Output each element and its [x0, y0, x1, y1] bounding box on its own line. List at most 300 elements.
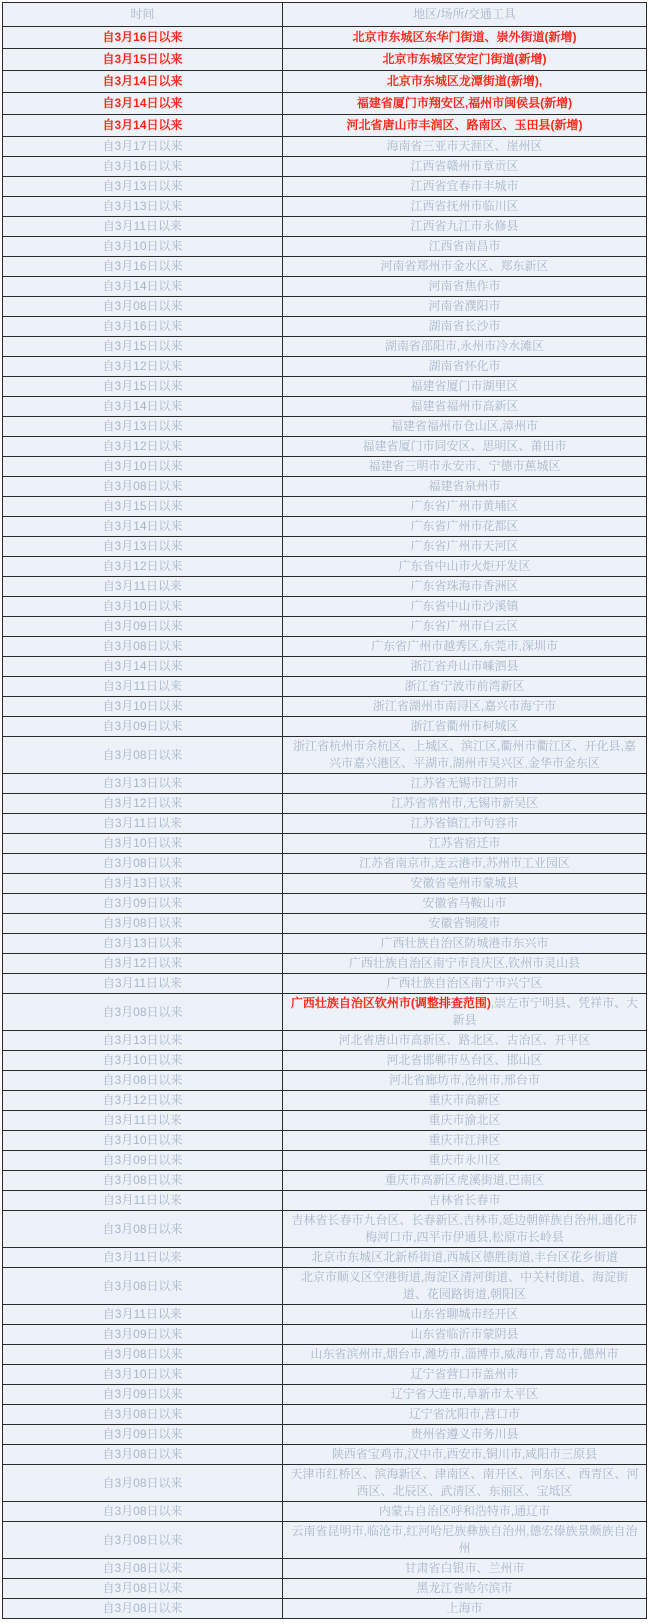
time-cell: 自3月13日以来	[3, 774, 283, 794]
place-text: 上海市	[446, 1601, 483, 1615]
time-cell: 自3月13日以来	[3, 537, 283, 557]
table-row	[3, 377, 647, 397]
table-row	[3, 1171, 647, 1191]
place-cell	[283, 1151, 647, 1171]
table-row	[3, 814, 647, 834]
place-cell	[283, 317, 647, 337]
time-cell: 自3月08日以来	[3, 994, 283, 1031]
table-row	[3, 517, 647, 537]
time-cell: 自3月13日以来	[3, 417, 283, 437]
table-row	[3, 1131, 647, 1151]
place-cell	[283, 934, 647, 954]
place-text: 陕西省宝鸡市,汉中市,西安市,铜川市,咸阳市三原县	[331, 1447, 598, 1461]
place-cell	[283, 1345, 647, 1365]
table-row	[3, 717, 647, 737]
time-cell: 自3月15日以来	[3, 337, 283, 357]
table-row	[3, 1305, 647, 1325]
place-text: 甘肃省白银市、兰州市	[404, 1561, 525, 1575]
time-cell: 自3月12日以来	[3, 357, 283, 377]
table-row	[3, 197, 647, 217]
table-row	[3, 774, 647, 794]
place-text-highlight: 福建省厦门市翔安区,福州市闽侯县(新增)	[356, 96, 573, 110]
table-row	[3, 1345, 647, 1365]
place-text: 广东省广州市花都区	[410, 519, 519, 533]
table-row	[3, 497, 647, 517]
table-row	[3, 737, 647, 774]
place-cell	[283, 1365, 647, 1385]
table-row	[3, 457, 647, 477]
place-text: 北京市东城区北新桥街道,西城区德胜街道,丰台区花乡街道	[311, 1250, 618, 1264]
time-cell: 自3月08日以来	[3, 1579, 283, 1599]
place-cell	[283, 1445, 647, 1465]
place-text: 广西壮族自治区南宁市良庆区,钦州市灵山县	[348, 956, 581, 970]
table-row	[3, 914, 647, 934]
table-row	[3, 27, 647, 49]
place-cell	[283, 597, 647, 617]
place-cell	[283, 137, 647, 157]
table-row	[3, 1465, 647, 1502]
table-row	[3, 1248, 647, 1268]
place-text: 广东省广州市天河区	[410, 539, 519, 553]
place-cell	[283, 1248, 647, 1268]
place-cell	[283, 497, 647, 517]
place-text: 江西省宜春市丰城市	[410, 179, 519, 193]
table-row	[3, 337, 647, 357]
table-row	[3, 537, 647, 557]
table-row	[3, 93, 647, 115]
place-text: 湖南省长沙市	[428, 319, 501, 333]
time-cell: 自3月09日以来	[3, 894, 283, 914]
place-cell	[283, 1385, 647, 1405]
place-text: 安徽省铜陵市	[428, 916, 501, 930]
time-cell: 自3月08日以来	[3, 1599, 283, 1619]
place-text: 福建省福州市仓山区,漳州市	[390, 419, 539, 433]
table-row	[3, 217, 647, 237]
place-text: 辽宁省大连市,阜新市太平区	[390, 1387, 539, 1401]
time-cell: 自3月10日以来	[3, 457, 283, 477]
place-text: 广西壮族自治区防城港市东兴市	[380, 936, 549, 950]
column-header-time: 时间	[3, 3, 283, 27]
table-row	[3, 1445, 647, 1465]
time-cell: 自3月08日以来	[3, 914, 283, 934]
place-cell	[283, 697, 647, 717]
place-text: 吉林省长春市九台区、长春新区,吉林市,延边朝鲜族自治州,通化市梅河口市,四平市伊通县,松原市长岭县	[291, 1213, 638, 1244]
time-cell: 自3月08日以来	[3, 1171, 283, 1191]
time-cell: 自3月14日以来	[3, 71, 283, 93]
time-cell: 自3月09日以来	[3, 1385, 283, 1405]
place-text: 内蒙古自治区呼和浩特市,通辽市	[378, 1504, 551, 1518]
place-text: 湖南省邵阳市,永州市冷水滩区	[384, 339, 545, 353]
place-cell	[283, 1425, 647, 1445]
time-cell: 自3月11日以来	[3, 577, 283, 597]
time-cell: 自3月08日以来	[3, 477, 283, 497]
place-cell	[283, 1191, 647, 1211]
time-cell: 自3月16日以来	[3, 27, 283, 49]
place-cell	[283, 954, 647, 974]
time-cell: 自3月11日以来	[3, 217, 283, 237]
table-row	[3, 577, 647, 597]
time-cell: 自3月08日以来	[3, 737, 283, 774]
table-row	[3, 1051, 647, 1071]
table-row	[3, 597, 647, 617]
place-cell	[283, 834, 647, 854]
place-cell	[283, 115, 647, 137]
place-text: 河北省廊坊市,沧州市,邢台市	[389, 1073, 540, 1087]
time-cell: 自3月08日以来	[3, 1268, 283, 1305]
table-row	[3, 1191, 647, 1211]
place-cell	[283, 1405, 647, 1425]
place-text: 重庆市永川区	[428, 1153, 501, 1167]
table-row	[3, 1151, 647, 1171]
time-cell: 自3月13日以来	[3, 874, 283, 894]
time-cell: 自3月12日以来	[3, 1091, 283, 1111]
time-cell: 自3月09日以来	[3, 1151, 283, 1171]
time-cell: 自3月08日以来	[3, 1211, 283, 1248]
place-text: 广东省广州市黄埔区	[410, 499, 519, 513]
place-text: 浙江省杭州市余杭区、上城区、滨江区,衢州市衢江区、开化县,嘉兴市嘉兴港区、平湖市,湖州市吴兴区,金华市金东区	[293, 739, 636, 770]
time-cell: 自3月08日以来	[3, 1465, 283, 1502]
time-cell: 自3月08日以来	[3, 1502, 283, 1522]
place-text: 浙江省舟山市嵊泗县	[410, 659, 519, 673]
place-text-highlight: 广西壮族自治区钦州市(调整排查范围)	[290, 996, 491, 1010]
table-row	[3, 1579, 647, 1599]
place-cell	[283, 557, 647, 577]
place-cell	[283, 217, 647, 237]
place-text: 江西省抚州市临川区	[410, 199, 519, 213]
place-text: 山东省滨州市,烟台市,潍坊市,淄博市,威海市,青岛市,德州市	[310, 1347, 619, 1361]
place-cell	[283, 49, 647, 71]
time-cell: 自3月15日以来	[3, 377, 283, 397]
place-cell	[283, 417, 647, 437]
time-cell: 自3月13日以来	[3, 197, 283, 217]
table-row	[3, 994, 647, 1031]
place-cell	[283, 794, 647, 814]
column-header-place: 地区/场所/交通工具	[283, 3, 647, 27]
place-cell	[283, 1091, 647, 1111]
place-text: 广西壮族自治区南宁市兴宁区	[386, 976, 543, 990]
place-cell	[283, 874, 647, 894]
place-text: 安徽省亳州市蒙城县	[410, 876, 519, 890]
place-text: 福建省福州市高新区	[410, 399, 519, 413]
place-cell	[283, 974, 647, 994]
place-cell	[283, 397, 647, 417]
table-row	[3, 637, 647, 657]
place-cell	[283, 477, 647, 497]
place-cell	[283, 177, 647, 197]
place-cell	[283, 1325, 647, 1345]
place-text: 山东省临沂市蒙阴县	[410, 1327, 519, 1341]
place-cell	[283, 1051, 647, 1071]
time-cell: 自3月10日以来	[3, 834, 283, 854]
time-cell: 自3月10日以来	[3, 237, 283, 257]
time-cell: 自3月11日以来	[3, 1111, 283, 1131]
place-cell	[283, 677, 647, 697]
place-text: 江西省赣州市章贡区	[410, 159, 519, 173]
place-text: 江苏省常州市,无锡市新吴区	[390, 796, 539, 810]
time-cell: 自3月12日以来	[3, 954, 283, 974]
time-cell: 自3月14日以来	[3, 517, 283, 537]
table-row	[3, 297, 647, 317]
time-cell: 自3月11日以来	[3, 814, 283, 834]
time-cell: 自3月11日以来	[3, 1191, 283, 1211]
place-cell	[283, 1031, 647, 1051]
table-row	[3, 437, 647, 457]
time-cell: 自3月17日以来	[3, 137, 283, 157]
risk-area-table	[2, 2, 647, 1619]
place-text: 河北省唐山市高新区、路北区、古冶区、开平区	[338, 1033, 591, 1047]
time-cell: 自3月09日以来	[3, 1325, 283, 1345]
place-cell	[283, 1522, 647, 1559]
place-text: 广东省广州市白云区	[410, 619, 519, 633]
table-row	[3, 834, 647, 854]
place-cell	[283, 1111, 647, 1131]
place-text: 天津市红桥区、滨海新区、津南区、南开区、河东区、西青区、河西区、北辰区、武清区、东丽区、宝坻区	[290, 1467, 639, 1498]
place-cell	[283, 1579, 647, 1599]
table-row	[3, 1211, 647, 1248]
table-row	[3, 317, 647, 337]
place-text: 辽宁省营口市盖州市	[410, 1367, 519, 1381]
place-cell	[283, 1465, 647, 1502]
place-cell	[283, 1131, 647, 1151]
place-text: 江西省南昌市	[428, 239, 501, 253]
table-row	[3, 177, 647, 197]
place-text: 福建省三明市永安市、宁德市蕉城区	[368, 459, 561, 473]
place-text: ,崇左市宁明县、凭祥市、大新县	[452, 996, 639, 1027]
place-cell	[283, 337, 647, 357]
table-row	[3, 71, 647, 93]
place-text: 河北省邯郸市丛台区、邯山区	[386, 1053, 543, 1067]
time-cell: 自3月08日以来	[3, 1071, 283, 1091]
table-row	[3, 1385, 647, 1405]
place-cell	[283, 914, 647, 934]
table-row	[3, 1111, 647, 1131]
table-row	[3, 477, 647, 497]
table-row	[3, 1599, 647, 1619]
time-cell: 自3月10日以来	[3, 1131, 283, 1151]
table-row	[3, 157, 647, 177]
place-text: 广东省珠海市香洲区	[410, 579, 519, 593]
place-text: 江苏省镇江市句容市	[410, 816, 519, 830]
place-cell	[283, 277, 647, 297]
place-cell	[283, 1502, 647, 1522]
table-row	[3, 894, 647, 914]
table-row	[3, 357, 647, 377]
place-cell	[283, 537, 647, 557]
time-cell: 自3月08日以来	[3, 854, 283, 874]
table-row	[3, 397, 647, 417]
time-cell: 自3月08日以来	[3, 1559, 283, 1579]
place-text: 浙江省湖州市南浔区,嘉兴市海宁市	[372, 699, 557, 713]
time-cell: 自3月14日以来	[3, 277, 283, 297]
table-row	[3, 1405, 647, 1425]
time-cell: 自3月11日以来	[3, 1305, 283, 1325]
place-text: 重庆市高新区	[428, 1093, 501, 1107]
time-cell: 自3月10日以来	[3, 597, 283, 617]
place-cell	[283, 237, 647, 257]
place-text: 湖南省怀化市	[428, 359, 501, 373]
time-cell: 自3月12日以来	[3, 794, 283, 814]
time-cell: 自3月14日以来	[3, 115, 283, 137]
table-row	[3, 1502, 647, 1522]
table-row	[3, 1091, 647, 1111]
table-row	[3, 417, 647, 437]
time-cell: 自3月10日以来	[3, 1365, 283, 1385]
table-row	[3, 794, 647, 814]
place-cell	[283, 357, 647, 377]
place-text: 安徽省马鞍山市	[422, 896, 507, 910]
table-row	[3, 1031, 647, 1051]
place-text: 重庆市江津区	[428, 1133, 501, 1147]
place-text: 云南省昆明市,临沧市,红河哈尼族彝族自治州,德宏傣族景颇族自治州	[291, 1524, 638, 1555]
place-cell	[283, 457, 647, 477]
time-cell: 自3月14日以来	[3, 397, 283, 417]
time-cell: 自3月08日以来	[3, 1405, 283, 1425]
table-row	[3, 237, 647, 257]
place-text: 贵州省遵义市务川县	[410, 1427, 519, 1441]
table-row	[3, 1559, 647, 1579]
place-cell	[283, 1599, 647, 1619]
place-cell	[283, 157, 647, 177]
place-cell	[283, 257, 647, 277]
table-row	[3, 954, 647, 974]
place-cell	[283, 1268, 647, 1305]
place-text: 江苏省无锡市江阴市	[410, 776, 519, 790]
time-cell: 自3月10日以来	[3, 1051, 283, 1071]
place-text: 浙江省衢州市柯城区	[410, 719, 519, 733]
time-cell: 自3月10日以来	[3, 697, 283, 717]
time-cell: 自3月16日以来	[3, 257, 283, 277]
table-row	[3, 934, 647, 954]
place-cell	[283, 93, 647, 115]
time-cell: 自3月08日以来	[3, 1522, 283, 1559]
time-cell: 自3月08日以来	[3, 637, 283, 657]
place-text: 海南省三亚市天涯区、崖州区	[386, 139, 543, 153]
time-cell: 自3月09日以来	[3, 717, 283, 737]
place-text-highlight: 北京市东城区安定门街道(新增)	[382, 52, 547, 66]
time-cell: 自3月11日以来	[3, 1248, 283, 1268]
place-text: 广东省中山市火炬开发区	[398, 559, 531, 573]
table-row	[3, 257, 647, 277]
place-text: 浙江省宁波市前湾新区	[404, 679, 525, 693]
place-cell	[283, 71, 647, 93]
place-cell	[283, 377, 647, 397]
place-text: 广东省中山市沙溪镇	[410, 599, 519, 613]
place-text: 广东省广州市越秀区,东莞市,深圳市	[371, 639, 558, 653]
place-text: 福建省厦门市湖里区	[410, 379, 519, 393]
table-row	[3, 1365, 647, 1385]
table-row	[3, 1268, 647, 1305]
place-cell	[283, 617, 647, 637]
place-cell	[283, 1171, 647, 1191]
place-cell	[283, 737, 647, 774]
table-row	[3, 874, 647, 894]
place-cell	[283, 1071, 647, 1091]
time-cell: 自3月08日以来	[3, 297, 283, 317]
table-row	[3, 1522, 647, 1559]
place-text: 辽宁省沈阳市,营口市	[408, 1407, 521, 1421]
time-cell: 自3月13日以来	[3, 1031, 283, 1051]
place-text: 吉林省长春市	[428, 1193, 501, 1207]
place-text: 江西省九江市永修县	[410, 219, 519, 233]
table-row	[3, 854, 647, 874]
place-cell	[283, 197, 647, 217]
place-cell	[283, 994, 647, 1031]
time-cell: 自3月15日以来	[3, 49, 283, 71]
place-text: 重庆市高新区虎溪街道,巴南区	[384, 1173, 545, 1187]
time-cell: 自3月12日以来	[3, 557, 283, 577]
place-cell	[283, 717, 647, 737]
table-row	[3, 115, 647, 137]
time-cell: 自3月13日以来	[3, 177, 283, 197]
table-row	[3, 49, 647, 71]
time-cell: 自3月14日以来	[3, 93, 283, 115]
place-text-highlight: 河北省唐山市丰润区、路南区、玉田县(新增)	[346, 118, 583, 132]
table-header	[3, 3, 647, 27]
place-cell	[283, 1559, 647, 1579]
table-row	[3, 697, 647, 717]
time-cell: 自3月14日以来	[3, 657, 283, 677]
time-cell: 自3月09日以来	[3, 617, 283, 637]
place-cell	[283, 577, 647, 597]
place-cell	[283, 637, 647, 657]
table-row	[3, 557, 647, 577]
place-cell	[283, 814, 647, 834]
time-cell: 自3月16日以来	[3, 317, 283, 337]
table-row	[3, 974, 647, 994]
place-text: 黑龙江省哈尔滨市	[416, 1581, 513, 1595]
table-body	[3, 27, 647, 1619]
place-cell	[283, 27, 647, 49]
place-text: 福建省泉州市	[428, 479, 501, 493]
table-row	[3, 277, 647, 297]
place-text: 北京市顺义区空港街道,海淀区清河街道、中关村街道、海淀街道、花园路街道,朝阳区	[300, 1270, 629, 1301]
place-cell	[283, 774, 647, 794]
time-cell: 自3月11日以来	[3, 974, 283, 994]
place-text: 福建省厦门市同安区、思明区、莆田市	[362, 439, 567, 453]
time-cell: 自3月11日以来	[3, 677, 283, 697]
place-cell	[283, 894, 647, 914]
table-row	[3, 1425, 647, 1445]
place-cell	[283, 1305, 647, 1325]
table-row	[3, 677, 647, 697]
time-cell: 自3月12日以来	[3, 437, 283, 457]
place-text: 河南省焦作市	[428, 279, 501, 293]
header-row	[3, 3, 647, 27]
table-row	[3, 1071, 647, 1091]
place-cell	[283, 1211, 647, 1248]
time-cell: 自3月13日以来	[3, 934, 283, 954]
place-text: 山东省聊城市经开区	[410, 1307, 519, 1321]
place-cell	[283, 437, 647, 457]
table-row	[3, 617, 647, 637]
table-row	[3, 1325, 647, 1345]
place-cell	[283, 657, 647, 677]
place-cell	[283, 297, 647, 317]
time-cell: 自3月15日以来	[3, 497, 283, 517]
place-text-highlight: 北京市东城区龙潭街道(新增),	[386, 74, 543, 88]
place-text: 江苏省宿迁市	[428, 836, 501, 850]
time-cell: 自3月08日以来	[3, 1345, 283, 1365]
place-text: 重庆市渝北区	[428, 1113, 501, 1127]
table-row	[3, 657, 647, 677]
table-row	[3, 137, 647, 157]
time-cell: 自3月16日以来	[3, 157, 283, 177]
place-text: 江苏省南京市,连云港市,苏州市工业园区	[359, 856, 570, 870]
place-text-highlight: 北京市东城区东华门街道、崇外街道(新增)	[352, 30, 577, 44]
place-cell	[283, 854, 647, 874]
place-cell	[283, 517, 647, 537]
place-text: 河南省濮阳市	[428, 299, 501, 313]
